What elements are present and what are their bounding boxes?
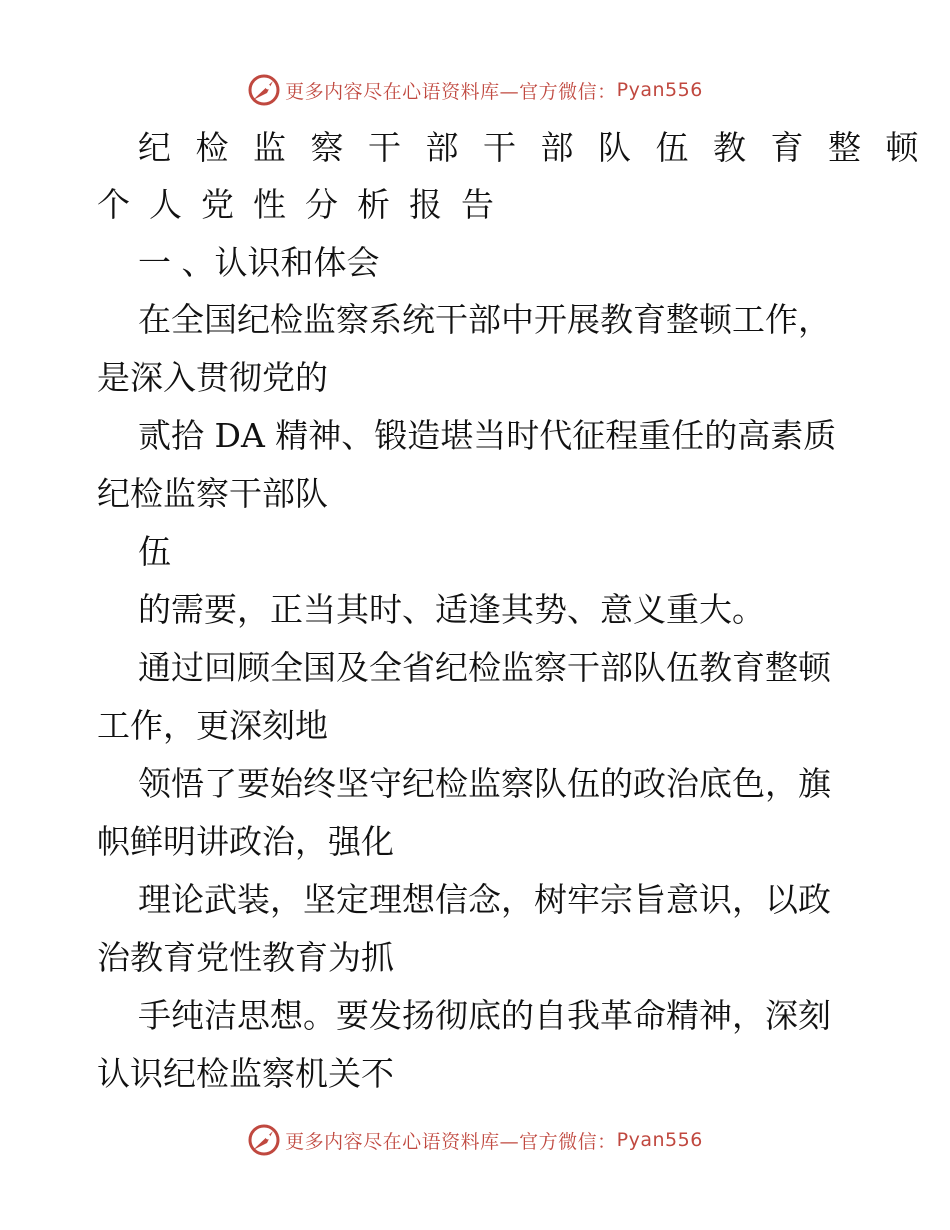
body-line: 帜鲜明讲政治，强化 [97,822,394,861]
body-line: 治教育党性教育为抓 [97,938,394,977]
watermark-text: 更多内容尽在心语资料库—官方微信： [285,1130,617,1153]
section-heading: 一 、认识和体会 [138,243,380,282]
watermark-wechat-id: Pyan556 [616,1129,703,1151]
document-title-line-1: 纪检监察干部干部队伍教育整顿 [138,128,943,167]
body-line: 理论武装，坚定理想信念，树牢宗旨意识，以政 [138,880,831,919]
quill-logo-icon [247,73,281,107]
body-line: 是深入贯彻党的 [97,358,328,397]
body-line: 通过回顾全国及全省纪检监察干部队伍教育整顿 [138,648,831,687]
document-title-line-2: 个人党性分析报告 [97,185,513,224]
body-line: 贰拾 DA 精神、锻造堪当时代征程重任的高素质 [138,416,837,455]
footer-watermark [0,1120,950,1160]
body-line: 纪检监察干部队 [97,474,328,513]
body-line: 在全国纪检监察系统干部中开展教育整顿工作， [138,300,831,339]
watermark-wechat-id: Pyan556 [616,79,703,101]
body-line: 手纯洁思想。要发扬彻底的自我革命精神，深刻 [138,996,831,1035]
header-watermark [0,70,950,110]
watermark-text: 更多内容尽在心语资料库—官方微信： [285,80,617,103]
body-line: 领悟了要始终坚守纪检监察队伍的政治底色，旗 [138,764,831,803]
body-line: 伍 [138,532,171,571]
quill-logo-icon [247,1123,281,1157]
body-line: 的需要，正当其时、适逢其势、意义重大。 [138,590,765,629]
body-line: 认识纪检监察机关不 [97,1054,394,1093]
body-line: 工作，更深刻地 [97,706,328,745]
